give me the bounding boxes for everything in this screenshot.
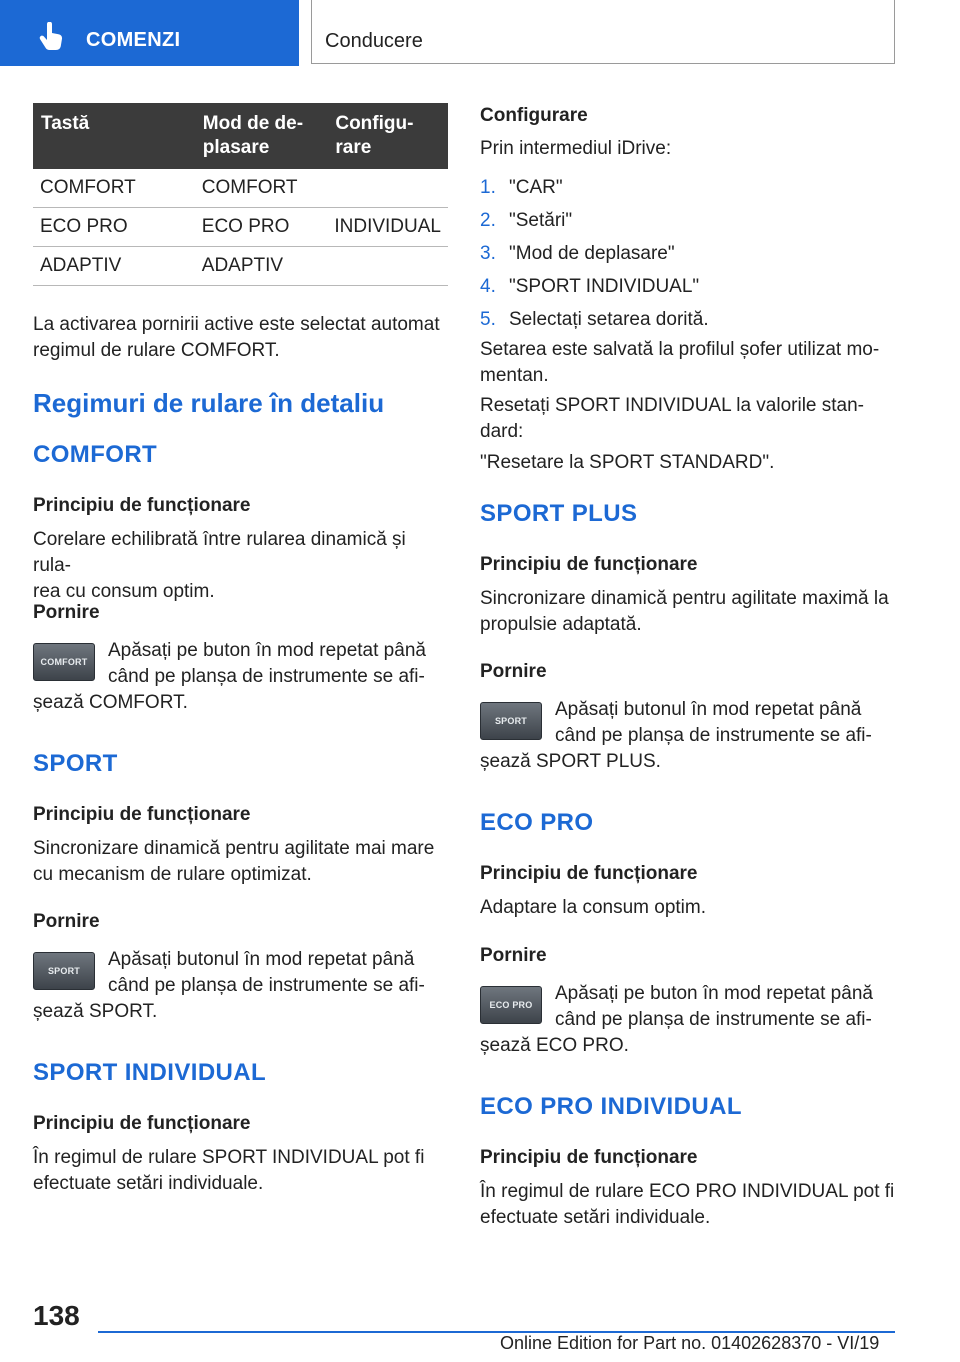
sport-plus-button-image: SPORT bbox=[480, 702, 542, 740]
sport-plus-principle-text: Sincronizare dinamică pentru agilitate maximă la propulsie adaptată. bbox=[480, 588, 889, 635]
saved-note: Setarea este salvată la profilul șofer utilizat mo- mentan. bbox=[480, 339, 880, 386]
list-item bbox=[480, 274, 895, 307]
step-text: "SPORT INDIVIDUAL" bbox=[509, 276, 700, 297]
eco-pro-start-line1: Apăsați pe buton în mod repetat până bbox=[555, 983, 873, 1004]
table-cell bbox=[327, 247, 448, 286]
eco-pro-start-label: Pornire bbox=[480, 945, 547, 966]
table-cell: ECO PRO bbox=[33, 208, 195, 247]
page-number: 138 bbox=[33, 1300, 80, 1331]
config-label: Configurare bbox=[480, 105, 588, 126]
list-item bbox=[480, 208, 895, 241]
comfort-start-label: Pornire bbox=[33, 602, 100, 623]
table-header-row bbox=[33, 103, 448, 169]
sport-plus-start-line2: când pe planșa de instrumente se afi- bbox=[555, 725, 872, 746]
header-cell-key: Tastă bbox=[33, 103, 195, 169]
table-cell: ADAPTIV bbox=[195, 247, 328, 286]
eco-pro-individual-principle-label: Principiu de funcționare bbox=[480, 1147, 698, 1168]
eco-pro-start-line3: șează ECO PRO. bbox=[480, 1035, 629, 1056]
table-cell bbox=[327, 169, 448, 208]
eco-pro-principle-label: Principiu de funcționare bbox=[480, 863, 698, 884]
page-title: Regimuri de rulare în detaliu bbox=[33, 388, 385, 418]
step-text: "Setări" bbox=[509, 210, 573, 231]
eco-pro-button-image: ECO PRO bbox=[480, 986, 542, 1024]
step-text: "Mod de deplasare" bbox=[509, 243, 675, 264]
sport-start-line3: șează SPORT. bbox=[33, 1001, 158, 1022]
sport-principle-text: Sincronizare dinamică pentru agilitate mai mare cu mecanism de rulare optimizat. bbox=[33, 838, 435, 885]
modes-table bbox=[33, 103, 448, 286]
header-cell-config: Configu- rare bbox=[327, 103, 448, 169]
table-cell: ADAPTIV bbox=[33, 247, 195, 286]
table-cell: ECO PRO bbox=[195, 208, 328, 247]
hand-pointer-icon bbox=[38, 22, 64, 52]
table-row bbox=[33, 169, 448, 208]
table-cell: COMFORT bbox=[195, 169, 328, 208]
step-number: 4. bbox=[480, 276, 496, 297]
config-steps-list bbox=[480, 175, 895, 340]
sport-heading: SPORT bbox=[33, 750, 118, 777]
reset-command: "Resetare la SPORT STANDARD". bbox=[480, 452, 775, 473]
eco-pro-individual-heading: ECO PRO INDIVIDUAL bbox=[480, 1093, 742, 1120]
sport-start-line1: Apăsați butonul în mod repetat până bbox=[108, 949, 415, 970]
eco-pro-start-line2: când pe planșa de instrumente se afi- bbox=[555, 1009, 872, 1030]
section-title: Conducere bbox=[325, 30, 423, 52]
table-cell: COMFORT bbox=[33, 169, 195, 208]
step-text: "CAR" bbox=[509, 177, 563, 198]
config-intro: Prin intermediul iDrive: bbox=[480, 138, 672, 159]
sport-plus-principle-label: Principiu de funcționare bbox=[480, 554, 698, 575]
eco-pro-principle-text: Adaptare la consum optim. bbox=[480, 897, 707, 918]
sport-start-label: Pornire bbox=[33, 911, 100, 932]
chapter-tab-label: COMENZI bbox=[86, 29, 181, 51]
comfort-start-line1: Apăsați pe buton în mod repetat până bbox=[108, 640, 426, 661]
sport-plus-start-label: Pornire bbox=[480, 661, 547, 682]
comfort-principle-text: Corelare echilibrată între rularea dinamică și rula- rea cu consum optim. bbox=[33, 529, 406, 602]
step-number: 5. bbox=[480, 309, 496, 330]
sport-button-image: SPORT bbox=[33, 952, 95, 990]
step-number: 1. bbox=[480, 177, 496, 198]
comfort-button-image: COMFORT bbox=[33, 643, 95, 681]
chapter-tab[interactable] bbox=[0, 0, 299, 66]
footer-edition: Online Edition for Part no. 01402628370 - VI/19 bbox=[500, 1333, 880, 1353]
table-row bbox=[33, 208, 448, 247]
step-number: 3. bbox=[480, 243, 496, 264]
comfort-principle-label: Principiu de funcționare bbox=[33, 495, 251, 516]
intro-paragraph: La activarea pornirii active este selectat automat regimul de rulare COMFORT. bbox=[33, 314, 440, 361]
table-cell: INDIVIDUAL bbox=[327, 208, 448, 247]
table-row bbox=[33, 247, 448, 286]
list-item bbox=[480, 241, 895, 274]
list-item bbox=[480, 307, 895, 340]
comfort-start-line2: când pe planșa de instrumente se afi- bbox=[108, 666, 425, 687]
sport-principle-label: Principiu de funcționare bbox=[33, 804, 251, 825]
reset-note: Resetați SPORT INDIVIDUAL la valorile stan- dard: bbox=[480, 395, 865, 442]
sport-plus-heading: SPORT PLUS bbox=[480, 500, 638, 527]
sport-plus-start-line3: șează SPORT PLUS. bbox=[480, 751, 661, 772]
sport-start-line2: când pe planșa de instrumente se afi- bbox=[108, 975, 425, 996]
sport-individual-principle-label: Principiu de funcționare bbox=[33, 1113, 251, 1134]
comfort-heading: COMFORT bbox=[33, 441, 158, 468]
header-cell-mode: Mod de de- plasare bbox=[195, 103, 328, 169]
step-text: Selectați setarea dorită. bbox=[509, 309, 709, 330]
eco-pro-individual-principle-text: În regimul de rulare ECO PRO INDIVIDUAL pot fi efectuate setări individuale. bbox=[480, 1181, 895, 1228]
sport-individual-heading: SPORT INDIVIDUAL bbox=[33, 1059, 267, 1086]
eco-pro-heading: ECO PRO bbox=[480, 809, 594, 836]
step-number: 2. bbox=[480, 210, 496, 231]
comfort-start-line3: șează COMFORT. bbox=[33, 692, 188, 713]
list-item bbox=[480, 175, 895, 208]
sport-plus-start-line1: Apăsați butonul în mod repetat până bbox=[555, 699, 862, 720]
sport-individual-principle-text: În regimul de rulare SPORT INDIVIDUAL pot fi efectuate setări individuale. bbox=[33, 1147, 425, 1194]
